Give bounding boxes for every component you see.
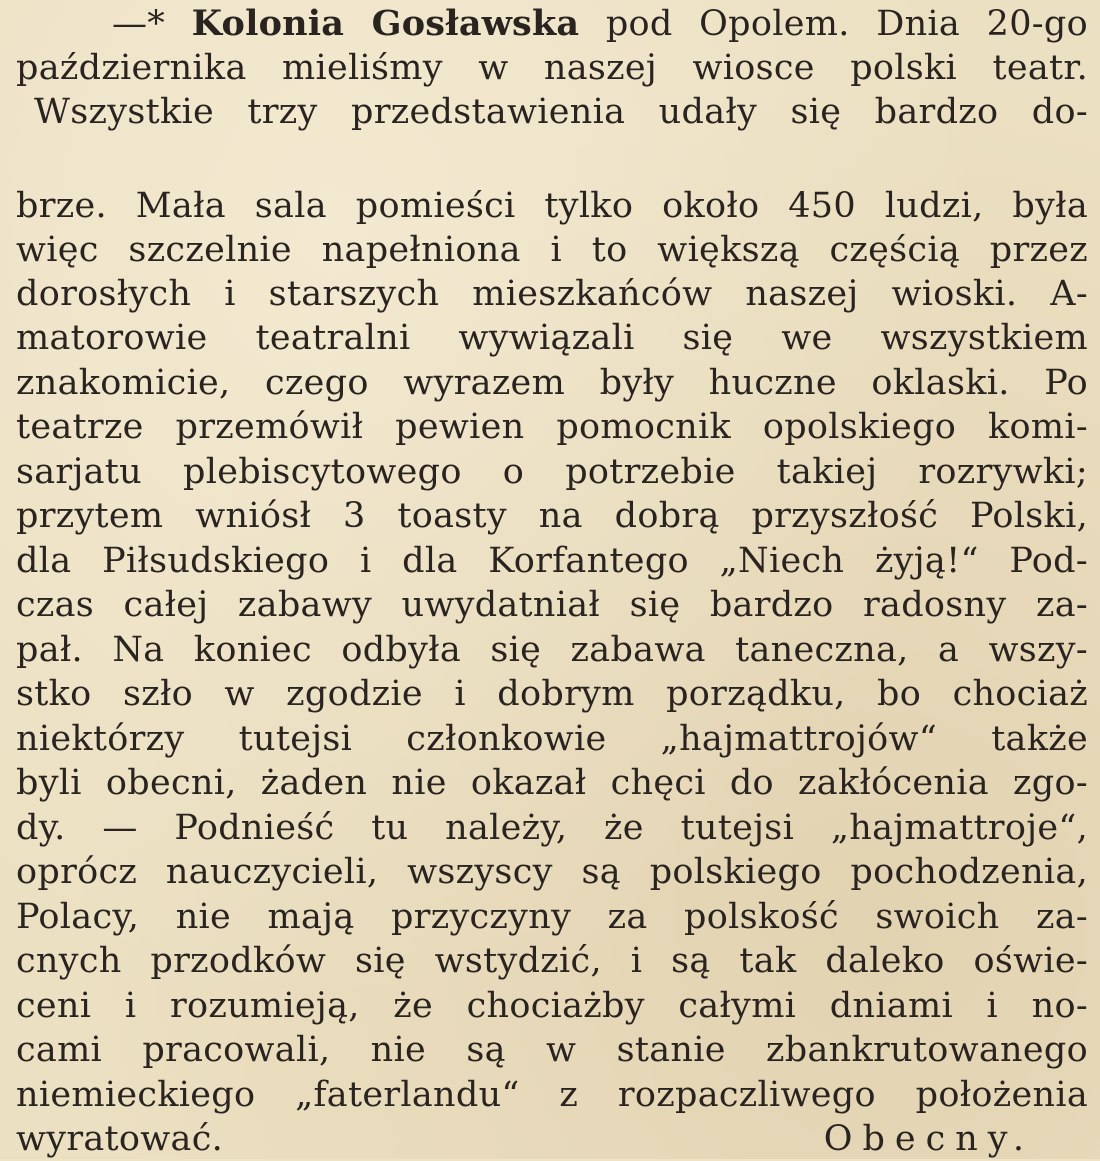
article-line-1-text: pod Opolem. Dnia 20-go bbox=[579, 4, 1088, 44]
article-line-14: pał. Na koniec odbyła się zabawa taneczna, a wszy- bbox=[16, 630, 1088, 670]
article-line-24: niemieckiego „faterlandu“ z rozpaczliwego położenia bbox=[16, 1075, 1088, 1115]
article-line-12: dla Piłsudskiego i dla Korfantego „Niech żyją!“ Pod- bbox=[16, 541, 1088, 581]
lead-mark: —* bbox=[112, 4, 166, 44]
article-line-25-text: wyratować. bbox=[16, 1119, 224, 1159]
article-line-22: ceni i rozumieją, że chociażby całymi dniami i no- bbox=[16, 986, 1088, 1026]
article-line-8: znakomicie, czego wyrazem były huczne oklaski. Po bbox=[16, 363, 1088, 403]
article-line-15: stko szło w zgodzie i dobrym porządku, bo chociaż bbox=[16, 674, 1088, 714]
column-gap bbox=[16, 136, 1088, 166]
article-line-18: dy. — Podnieść tu należy, że tutejsi „hajmattroje“, bbox=[16, 808, 1088, 848]
article-line-1 bbox=[112, 2, 1088, 46]
article-line-5: więc szczelnie napełniona i to większą częścią przez bbox=[16, 230, 1088, 270]
article-heading: Kolonia Gosławska bbox=[191, 3, 580, 44]
author-signature: Obecny. bbox=[823, 1119, 1034, 1159]
article-line-4: brze. Mała sala pomieści tylko około 450 ludzi, była bbox=[16, 186, 1088, 226]
article-line-21: cnych przodków się wstydzić, i są tak daleko oświe- bbox=[16, 941, 1088, 981]
article-line-19: oprócz nauczycieli, wszyscy są polskiego pochodzenia, bbox=[16, 852, 1088, 892]
article-line-10: sarjatu plebiscytowego o potrzebie takiej rozrywki; bbox=[16, 452, 1088, 492]
article-line-7: matorowie teatralni wywiązali się we wszystkiem bbox=[16, 318, 1088, 358]
article-line-3: Wszystkie trzy przedstawienia udały się bardzo do- bbox=[34, 92, 1088, 132]
article-line-13: czas całej zabawy uwydatniał się bardzo radosny za- bbox=[16, 585, 1088, 625]
article-line-25 bbox=[16, 1117, 1088, 1161]
article-line-2: października mieliśmy w naszej wiosce polski teatr. bbox=[16, 48, 1088, 88]
article-line-6: dorosłych i starszych mieszkańców naszej wioski. A- bbox=[16, 274, 1088, 314]
article-line-20: Polacy, nie mają przyczyny za polskość swoich za- bbox=[16, 897, 1088, 937]
article-line-11: przytem wniósł 3 toasty na dobrą przyszłość Polski, bbox=[16, 496, 1088, 536]
article-line-23: cami pracowali, nie są w stanie zbankrutowanego bbox=[16, 1030, 1088, 1070]
article-line-9: teatrze przemówił pewien pomocnik opolskiego komi- bbox=[16, 407, 1088, 447]
article-line-17: byli obecni, żaden nie okazał chęci do zakłócenia zgo- bbox=[16, 763, 1088, 803]
article-line-16: niektórzy tutejsi członkowie „hajmattrojów“ także bbox=[16, 719, 1088, 759]
